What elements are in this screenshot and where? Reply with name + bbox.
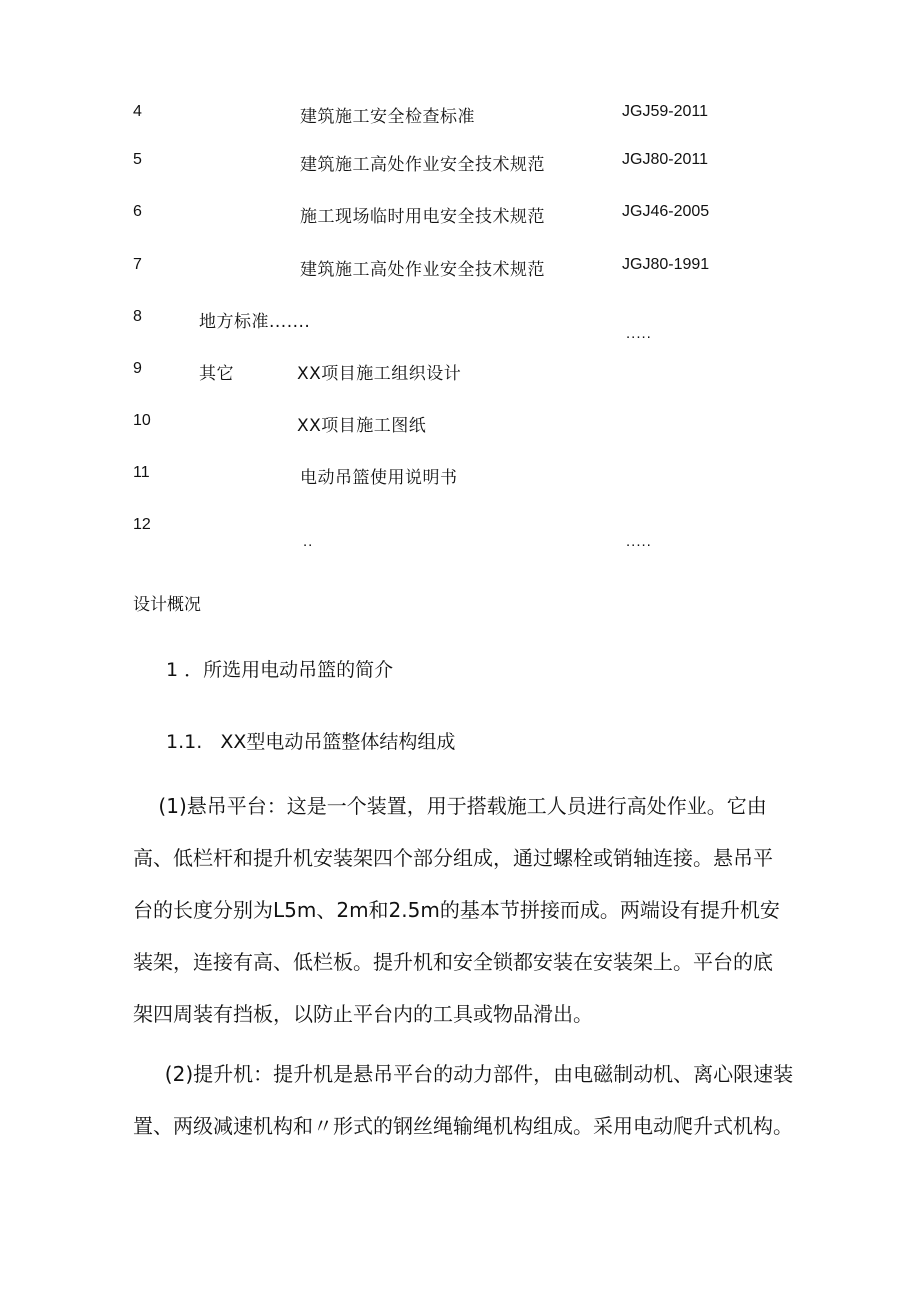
row-number: 8 xyxy=(133,308,142,325)
paragraph-line: 架四周装有挡板，以防止平台内的工具或物品滑出。 xyxy=(133,1002,593,1026)
row-number: 6 xyxy=(133,203,142,220)
row-number: 9 xyxy=(133,360,142,377)
standard-code: JGJ46-2005 xyxy=(622,203,710,220)
paragraph-line: 装架，连接有高、低栏板。提升机和安全锁都安装在安装架上。平台的底 xyxy=(133,950,773,974)
standard-category: 其它 xyxy=(199,364,234,384)
standard-category: 地方标准....... xyxy=(199,312,311,332)
standard-name: 建筑施工安全检查标准 xyxy=(300,107,475,127)
standard-name: 建筑施工高处作业安全技术规范 xyxy=(300,155,545,175)
section-title: 设计概况 xyxy=(133,595,201,615)
row-number: 5 xyxy=(133,151,142,168)
standard-code: ..... xyxy=(626,325,652,342)
paragraph-suspended-platform xyxy=(133,780,813,1040)
row-number: 4 xyxy=(133,103,142,120)
standard-name: 电动吊篮使用说明书 xyxy=(300,468,458,488)
paragraph-hoist xyxy=(133,1048,813,1152)
row-number: 10 xyxy=(133,412,151,429)
standard-name: XX项目施工图纸 xyxy=(297,416,427,436)
heading-1-1: 1.1. XX型电动吊篮整体结构组成 xyxy=(166,731,456,753)
paragraph-line: (1)悬吊平台：这是一个装置，用于搭载施工人员进行高处作业。它由 xyxy=(133,794,767,818)
standard-code: ..... xyxy=(626,533,652,550)
heading-1: 1 ．所选用电动吊篮的简介 xyxy=(166,659,394,681)
paragraph-line: 置、两级减速机构和〃形式的钢丝绳输绳机构组成。采用电动爬升式机构。 xyxy=(133,1114,793,1138)
standard-code: JGJ80-1991 xyxy=(622,256,710,273)
row-number: 12 xyxy=(133,516,151,533)
row-number: 11 xyxy=(133,464,150,481)
standard-name: XX项目施工组织设计 xyxy=(297,364,462,384)
row-number: 7 xyxy=(133,256,142,273)
standard-name: .. xyxy=(303,533,314,550)
standard-code: JGJ59-2011 xyxy=(622,103,708,120)
standard-name: 施工现场临时用电安全技术规范 xyxy=(300,207,545,227)
standard-name: 建筑施工高处作业安全技术规范 xyxy=(300,260,545,280)
paragraph-line: 台的长度分别为L5m、2m和2.5m的基本节拼接而成。两端设有提升机安 xyxy=(133,898,780,922)
paragraph-line: (2)提升机：提升机是悬吊平台的动力部件，由电磁制动机、离心限速装 xyxy=(133,1062,794,1086)
paragraph-line: 高、低栏杆和提升机安装架四个部分组成，通过螺栓或销轴连接。悬吊平 xyxy=(133,846,773,870)
standard-code: JGJ80-2011 xyxy=(622,151,708,168)
